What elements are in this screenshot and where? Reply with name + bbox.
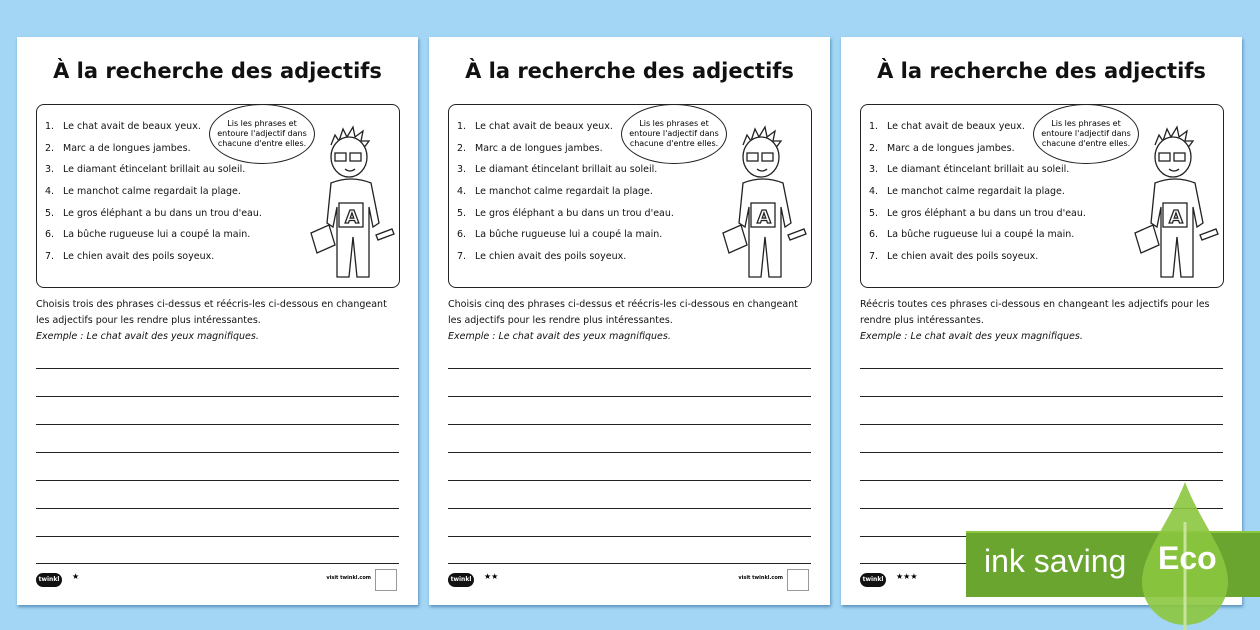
sentence-item	[45, 186, 262, 208]
sentence-text: Le diamant étincelant brillait au soleil.	[887, 164, 1070, 176]
footer	[36, 569, 399, 599]
writing-line	[36, 508, 399, 509]
svg-text:A: A	[757, 207, 771, 228]
item-number: 6.	[869, 229, 879, 241]
difficulty-stars: ★	[72, 572, 80, 581]
sentence-text: La bûche rugueuse lui a coupé la main.	[887, 229, 1075, 241]
sentence-box	[448, 104, 812, 288]
sentence-item	[869, 229, 1086, 251]
sentence-item	[869, 251, 1086, 273]
item-number: 7.	[457, 251, 467, 263]
instructions	[860, 297, 1224, 345]
sentence-text: La bûche rugueuse lui a coupé la main.	[63, 229, 251, 241]
writing-line	[860, 424, 1223, 425]
sentence-item	[457, 208, 674, 230]
sentence-text: Le manchot calme regardait la plage.	[63, 186, 241, 198]
example-text: Exemple : Le chat avait des yeux magnifiques.	[36, 331, 259, 342]
writing-line	[860, 452, 1223, 453]
item-number: 5.	[45, 207, 55, 219]
writing-line	[36, 396, 399, 397]
sentence-text: Le chat avait de beaux yeux.	[63, 121, 201, 132]
writing-line	[448, 396, 811, 397]
item-number: 6.	[457, 229, 467, 241]
visit-link: visit twinkl.com	[326, 575, 371, 581]
footer-divider	[36, 563, 399, 564]
boy-illustration-icon	[1125, 115, 1225, 290]
sentence-box	[36, 104, 400, 288]
writing-line	[448, 424, 811, 425]
sentence-text: Le gros éléphant a bu dans un trou d'eau.	[887, 207, 1086, 219]
instruction-text: Choisis trois des phrases ci-dessus et réécris-les ci-dessous en changeant les adjectifs pour les rendre plus intéressantes.	[36, 299, 387, 326]
item-number: 2.	[457, 142, 467, 154]
sentence-text: Le chat avait de beaux yeux.	[887, 121, 1025, 132]
difficulty-stars: ★★	[484, 572, 499, 581]
item-number: 2.	[45, 142, 55, 154]
sentence-item	[869, 186, 1086, 208]
item-number: 5.	[457, 207, 467, 219]
twinkl-logo: twinkl	[36, 573, 62, 587]
boy-illustration-icon	[713, 115, 813, 290]
quality-badge-icon	[375, 569, 397, 591]
example-text: Exemple : Le chat avait des yeux magnifiques.	[448, 331, 671, 342]
sentence-text: Marc a de longues jambes.	[887, 142, 1015, 154]
writing-line	[448, 368, 811, 369]
eco-label: Eco	[1158, 540, 1217, 576]
sentence-item	[45, 164, 262, 186]
item-number: 4.	[869, 186, 879, 198]
sentence-text: Le chat avait de beaux yeux.	[475, 121, 613, 132]
footer-divider	[448, 563, 811, 564]
item-number: 5.	[869, 207, 879, 219]
footer	[448, 569, 811, 599]
writing-line	[36, 536, 399, 537]
writing-line	[448, 480, 811, 481]
sentence-text: Le manchot calme regardait la plage.	[475, 186, 653, 198]
twinkl-logo: twinkl	[448, 573, 474, 587]
example-text: Exemple : Le chat avait des yeux magnifiques.	[860, 331, 1083, 342]
worksheet-page	[17, 37, 418, 605]
sentence-text: Le chien avait des poils soyeux.	[63, 251, 215, 263]
instructions	[448, 297, 812, 345]
svg-text:A: A	[345, 207, 359, 228]
svg-text:A: A	[1169, 207, 1183, 228]
ink-saving-text: ink saving	[984, 543, 1127, 579]
sentence-text: Marc a de longues jambes.	[63, 142, 191, 154]
item-number: 7.	[45, 251, 55, 263]
instruction-text: Réécris toutes ces phrases ci-dessous en changeant les adjectifs pour les rendre plus intéressantes.	[860, 299, 1210, 326]
sentence-item	[45, 208, 262, 230]
writing-line	[36, 368, 399, 369]
sentence-item	[45, 251, 262, 273]
writing-line	[448, 452, 811, 453]
worksheet-title: À la recherche des adjectifs	[53, 59, 382, 83]
writing-line	[36, 452, 399, 453]
worksheet-title: À la recherche des adjectifs	[465, 59, 794, 83]
sentence-item	[457, 229, 674, 251]
sentence-item	[457, 164, 674, 186]
sentence-text: Le chien avait des poils soyeux.	[475, 251, 627, 263]
item-number: 6.	[45, 229, 55, 241]
item-number: 1.	[45, 121, 55, 132]
sentence-item	[457, 251, 674, 273]
instruction-text: Choisis cinq des phrases ci-dessus et réécris-les ci-dessous en changeant les adjectifs pour les rendre plus intéressantes.	[448, 299, 798, 326]
sentence-text: Le manchot calme regardait la plage.	[887, 186, 1065, 198]
writing-line	[860, 396, 1223, 397]
worksheet-page	[429, 37, 830, 605]
sentence-text: La bûche rugueuse lui a coupé la main.	[475, 229, 663, 241]
sentence-item	[869, 164, 1086, 186]
speech-bubble: Lis les phrases et entoure l'adjectif dans chacune d'entre elles.	[209, 104, 315, 164]
item-number: 4.	[45, 186, 55, 198]
item-number: 1.	[869, 121, 879, 132]
writing-line	[448, 508, 811, 509]
item-number: 3.	[45, 164, 55, 176]
item-number: 1.	[457, 121, 467, 132]
worksheet-title: À la recherche des adjectifs	[877, 59, 1206, 83]
sentence-text: Le gros éléphant a bu dans un trou d'eau.	[63, 207, 262, 219]
writing-line	[36, 480, 399, 481]
sentence-text: Le diamant étincelant brillait au soleil.	[475, 164, 658, 176]
visit-link: visit twinkl.com	[738, 575, 783, 581]
item-number: 4.	[457, 186, 467, 198]
twinkl-logo: twinkl	[860, 573, 886, 587]
quality-badge-icon	[787, 569, 809, 591]
instructions	[36, 297, 400, 345]
difficulty-stars: ★★★	[896, 572, 918, 581]
writing-line	[448, 536, 811, 537]
sentence-item	[45, 229, 262, 251]
sentence-item	[457, 186, 674, 208]
item-number: 3.	[457, 164, 467, 176]
sentence-text: Le gros éléphant a bu dans un trou d'eau.	[475, 207, 674, 219]
item-number: 2.	[869, 142, 879, 154]
speech-bubble: Lis les phrases et entoure l'adjectif dans chacune d'entre elles.	[1033, 104, 1139, 164]
item-number: 3.	[869, 164, 879, 176]
sentence-text: Le chien avait des poils soyeux.	[887, 251, 1039, 263]
item-number: 7.	[869, 251, 879, 263]
writing-line	[860, 368, 1223, 369]
sentence-text: Le diamant étincelant brillait au soleil.	[63, 164, 246, 176]
boy-illustration-icon	[301, 115, 401, 290]
sentence-box	[860, 104, 1224, 288]
sentence-text: Marc a de longues jambes.	[475, 142, 603, 154]
writing-line	[36, 424, 399, 425]
sentence-item	[869, 208, 1086, 230]
speech-bubble: Lis les phrases et entoure l'adjectif dans chacune d'entre elles.	[621, 104, 727, 164]
